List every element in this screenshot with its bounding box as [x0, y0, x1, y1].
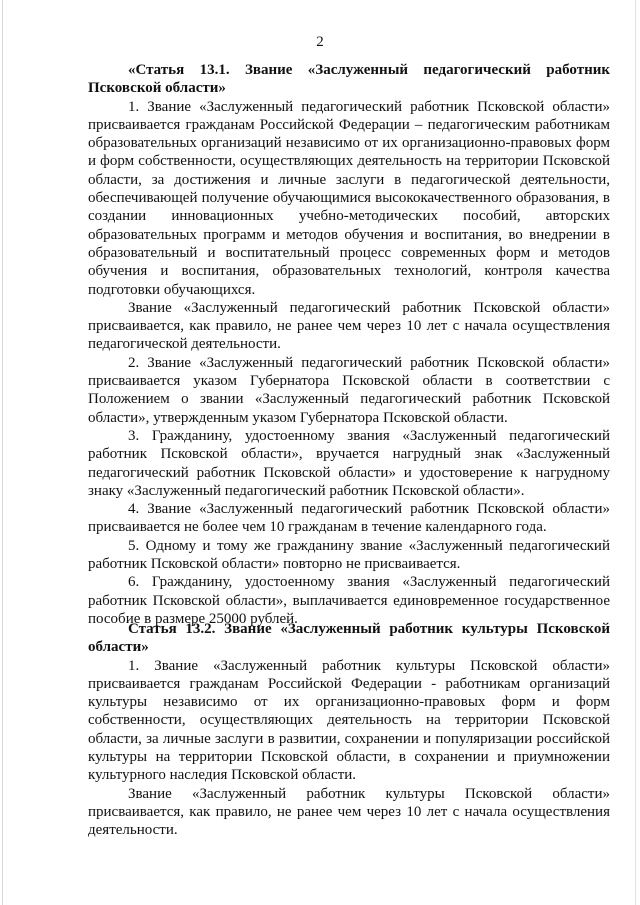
- article-heading: «Статья 13.1. Звание «Заслуженный педагогический работник Псковской области»: [88, 62, 610, 97]
- paragraph: 5. Одному и тому же гражданину звание «Заслуженный педагогический работник Псковской области» повторно не присваивается.: [88, 537, 610, 573]
- page-edge-right: [635, 0, 636, 905]
- paragraph: Звание «Заслуженный работник культуры Псковской области» присваивается, как правило, не ранее чем через 10 лет с начала осуществления деятельности.: [88, 785, 610, 839]
- article-13-1: [88, 61, 610, 628]
- paragraph: 1. Звание «Заслуженный работник культуры Псковской области» присваивается гражданам Российской Федерации - работникам организаций культуры независимо от их организационно-правовых форм и форм собственности, осуществляющих деятельность на территории Псковской области, за личные заслуги в развитии, сохранении и популяризации российской культуры на территории Псковской области, в сохранении и приумножении культурного наследия Псковской области.: [88, 657, 610, 784]
- paragraph: 2. Звание «Заслуженный педагогический работник Псковской области» присваивается указом Губернатора Псковской области в соответствии с Положением о звании «Заслуженный педагогический работник Псковской области», утвержденным указом Губернатора Псковской области.: [88, 354, 610, 426]
- page-edge-left: [2, 0, 3, 905]
- paragraph: 1. Звание «Заслуженный педагогический работник Псковской области» присваивается гражданам Российской Федерации – педагогическим работникам образовательных организаций независимо от их организационно-правовых форм и форм собственности, осуществляющих деятельность на территории Псковской области, за достижения и личные заслуги в педагогической деятельности, обеспечивающей получение обучающимися высококачественного образования, в создании инновационных учебно-методических пособий, авторских образовательных программ и методов обучения и воспитания, во внедрении в образовательный и воспитательный процесс современных форм и методов обучения и воспитания, образовательных технологий, контроля качества подготовки обучающихся.: [88, 98, 610, 298]
- article-heading: Статья 13.2. Звание «Заслуженный работник культуры Псковской области»: [88, 621, 610, 656]
- paragraph: 3. Гражданину, удостоенному звания «Заслуженный педагогический работник Псковской области», вручается нагрудный знак «Заслуженный педагогический работник Псковской области» и удостоверение к нагрудному знаку «Заслуженный педагогический работник Псковской области».: [88, 427, 610, 499]
- article-13-2: [88, 620, 610, 840]
- paragraph: Звание «Заслуженный педагогический работник Псковской области» присваивается, как правило, не ранее чем через 10 лет с начала осуществления педагогической деятельности.: [88, 299, 610, 353]
- paragraph: 4. Звание «Заслуженный педагогический работник Псковской области» присваивается не более чем 10 гражданам в течение календарного года.: [88, 501, 610, 536]
- page-number: 2: [316, 34, 324, 50]
- paragraph: 6. Гражданину, удостоенному звания «Заслуженный педагогический работник Псковской области», выплачивается единовременное государственное пособие в размере 25000 рублей.: [88, 574, 610, 627]
